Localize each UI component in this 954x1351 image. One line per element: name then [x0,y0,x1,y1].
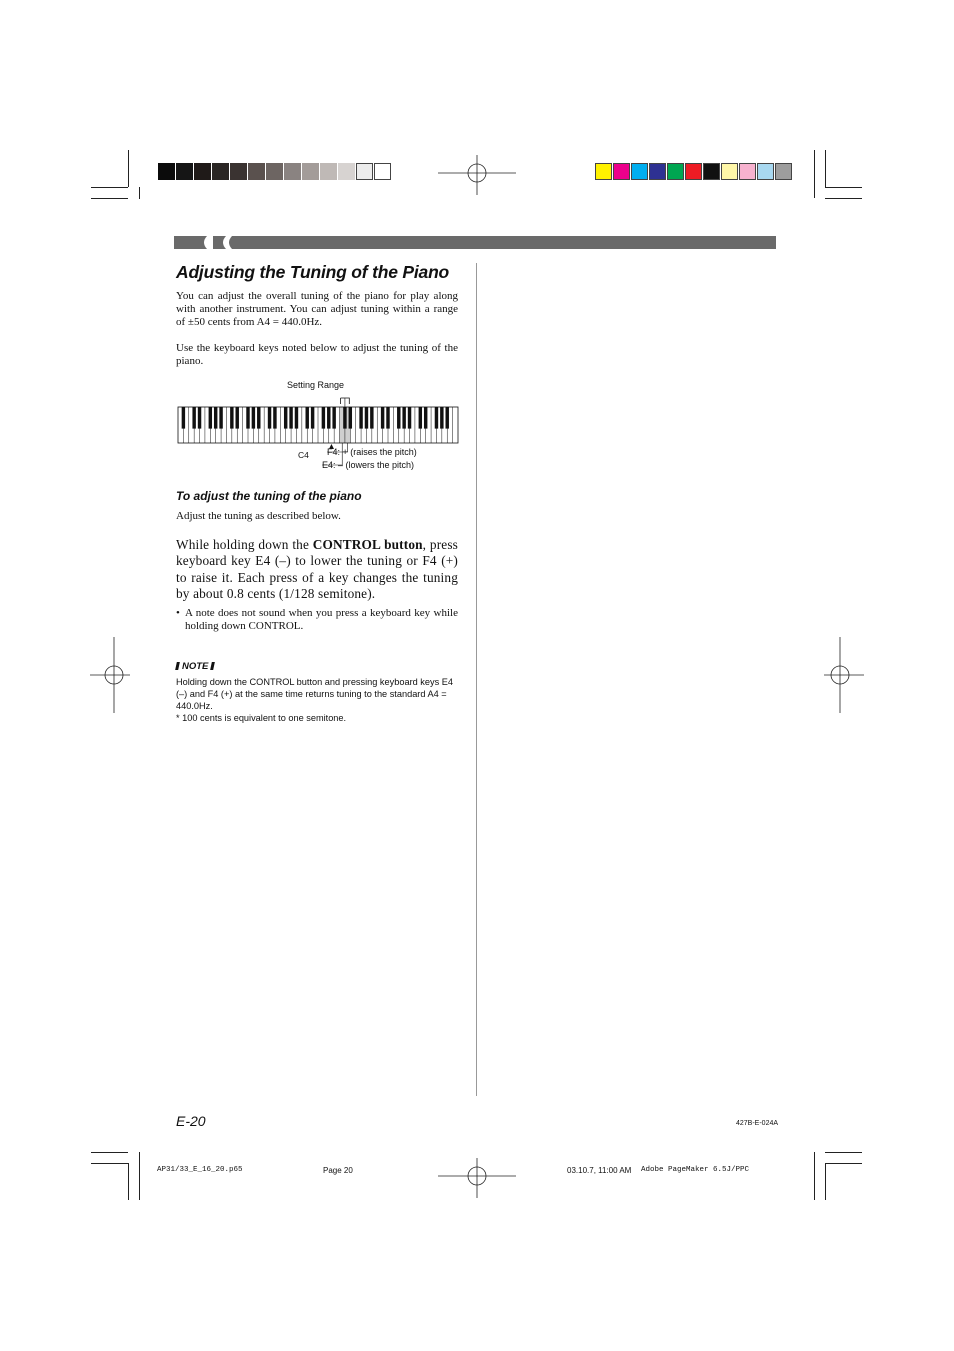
black-key [311,407,314,429]
black-key [370,407,373,429]
gray-swatch [266,163,283,180]
black-key [332,407,335,429]
gray-swatch [374,163,391,180]
black-key [424,407,427,429]
black-key [257,407,260,429]
section-subheading: To adjust the tuning of the piano [176,489,362,503]
footer-page: Page 20 [323,1166,353,1175]
registration-mark-top [438,155,516,195]
black-key [268,407,271,429]
keyboard-diagram [176,394,460,474]
black-key [349,407,352,429]
color-swatch [667,163,684,180]
black-key [440,407,443,429]
color-swatch [613,163,630,180]
black-key [446,407,449,429]
black-key [289,407,292,429]
black-key [408,407,411,429]
black-key [322,407,325,429]
color-swatch [595,163,612,180]
intro-paragraph-2: Use the keyboard keys noted below to adjust the tuning of the piano. [176,342,458,367]
page-number: E-20 [176,1113,206,1129]
black-key [182,407,185,429]
black-key [419,407,422,429]
black-key [192,407,195,429]
color-swatch [703,163,720,180]
gray-swatch [284,163,301,180]
black-key [343,407,346,429]
setting-range-label: Setting Range [287,380,345,390]
bullet-item: • A note does not sound when you press a keyboard key while holding down CONTROL. [176,607,458,632]
registration-mark-right [824,637,864,713]
black-key [284,407,287,429]
gray-swatch [230,163,247,180]
gray-swatch [176,163,193,180]
black-key [381,407,384,429]
gray-swatch [302,163,319,180]
black-key [198,407,201,429]
document-code: 427B-E-024A [736,1120,779,1127]
registration-mark-bottom [438,1158,516,1198]
gray-swatch [338,163,355,180]
intro-paragraph: You can adjust the overall tuning of the piano for play along with another instrument. You can adjust tuning within a range of ±50 cents from A4 = 440.0Hz. [176,290,458,328]
black-key [397,407,400,429]
c4-label: C4 [298,450,309,460]
footer-date: 03.10.7, 11:00 AM [567,1166,632,1175]
bullet-text: A note does not sound when you press a keyboard key while holding down CONTROL. [185,607,458,632]
sub-intro: Adjust the tuning as described below. [176,510,341,522]
gray-swatch [194,163,211,180]
black-key [306,407,309,429]
step-instruction [176,537,458,602]
color-swatch [685,163,702,180]
black-key [327,407,330,429]
gray-swatch [212,163,229,180]
color-swatch [721,163,738,180]
control-button-label: CONTROL button [312,537,423,552]
note-heading [176,661,214,672]
black-key [295,407,298,429]
color-swatch [631,163,648,180]
color-swatch [757,163,774,180]
step-text-2: , press keyboard key E4 (–) to lower the tuning or F4 (+) to raise it. Each press of a key changes the tuning by about 0.8 cents (1/128 semitone). [176,537,458,601]
column-divider [476,263,477,1096]
color-swatch [649,163,666,180]
f4-label: F4: + (raises the pitch) [327,447,417,457]
footer-app: Adobe PageMaker 6.5J/PPC [641,1166,750,1174]
black-key [273,407,276,429]
gray-swatch [320,163,337,180]
black-key [252,407,255,429]
color-swatch [739,163,756,180]
black-key [359,407,362,429]
color-swatch [775,163,792,180]
gray-swatch [248,163,265,180]
e4-label: E4: – (lowers the pitch) [322,460,415,470]
black-key [386,407,389,429]
black-key [402,407,405,429]
registration-mark-left [90,637,130,713]
footer-file: AP31/33_E_16_20.p65 [157,1166,243,1174]
note-text: Holding down the CONTROL button and pressing keyboard keys E4 (–) and F4 (+) at the same time returns tuning to the standard A4 = 440.0Hz. [176,677,453,711]
black-key [214,407,217,429]
black-key [230,407,233,429]
gray-swatch [158,163,175,180]
black-key [219,407,222,429]
black-key [435,407,438,429]
step-text-1: While holding down the [176,537,313,552]
note-heading-label: NOTE [182,661,209,672]
note-footnote: * 100 cents is equivalent to one semitone. [176,713,347,723]
gray-swatch [356,163,373,180]
page-title: Adjusting the Tuning of the Piano [176,262,450,282]
black-key [209,407,212,429]
black-key [246,407,249,429]
black-key [236,407,239,429]
header-band [174,236,776,249]
black-key [365,407,368,429]
